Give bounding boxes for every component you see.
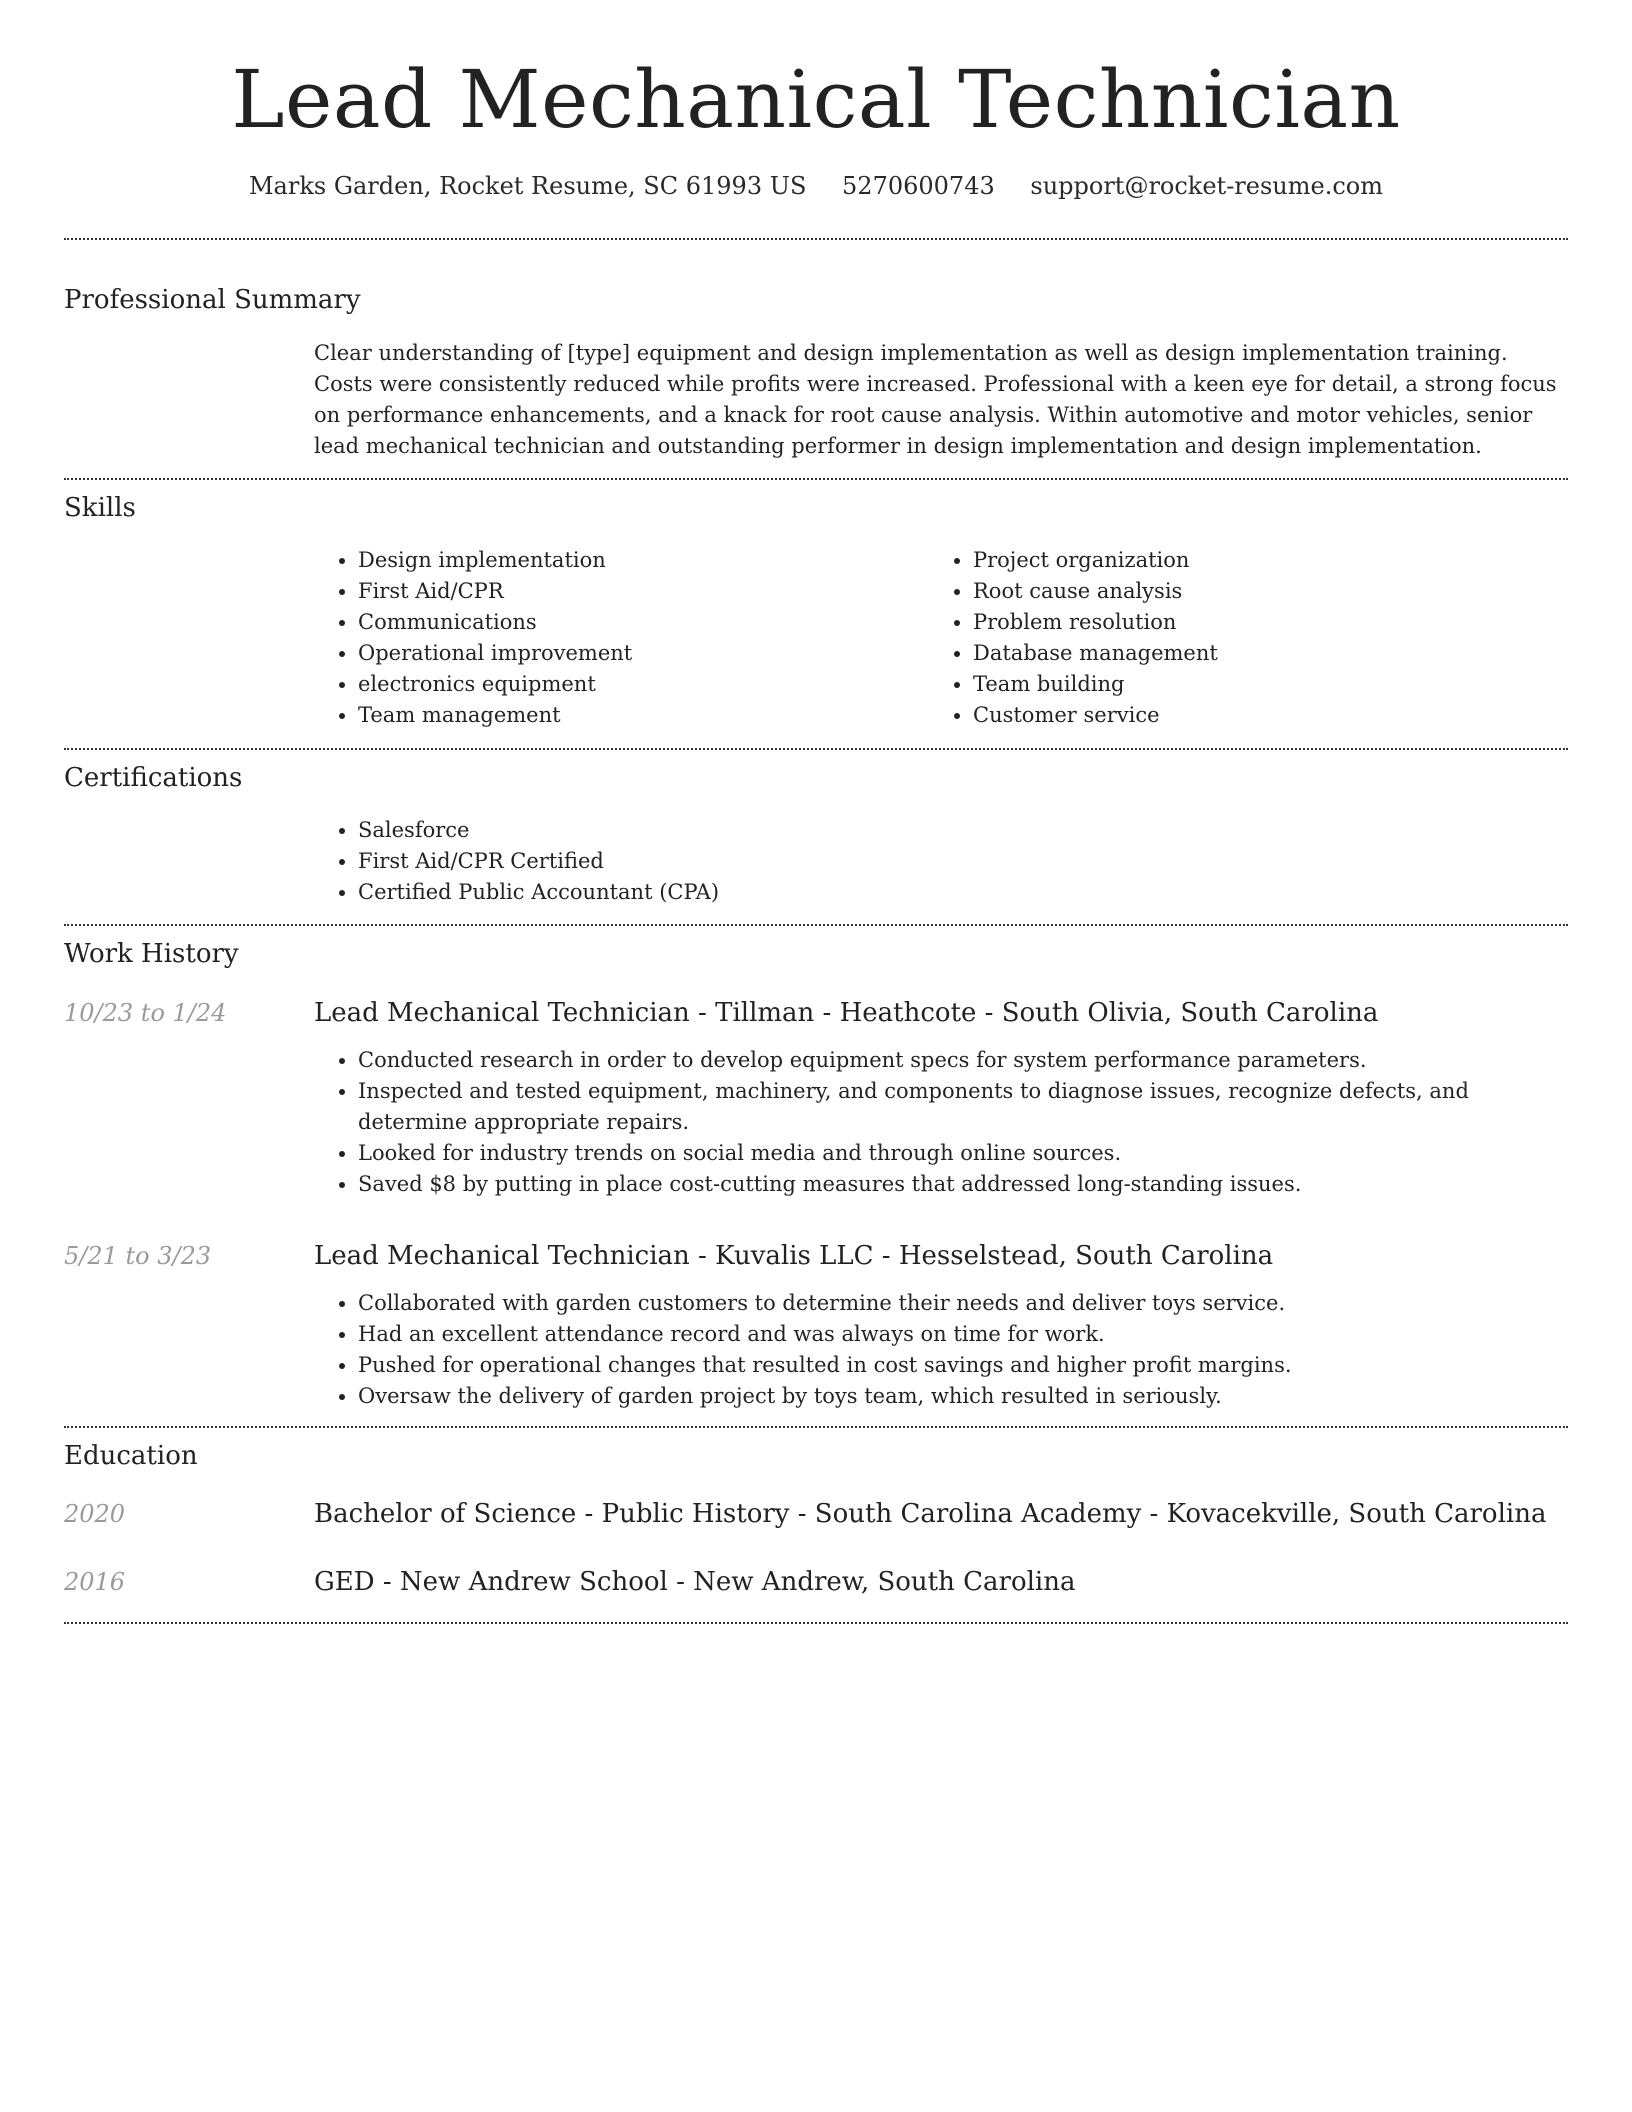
list-item: • Conducted research in order to develop equipment specs for system performance parameters. [358,1045,1568,1076]
job-details: - Kuvalis LLC - Hesselstead, South Carolina [689,1241,1274,1271]
list-item: • Pushed for operational changes that resulted in cost savings and higher profit margins. [358,1350,1568,1381]
job-dates: 5/21 to 3/23 [64,1242,212,1270]
contact-phone: 5270600743 [842,172,995,200]
list-item: • Problem resolution [973,607,1544,638]
skills-section [64,480,1568,731]
contact-address: Marks Garden, Rocket Resume, SC 61993 US [248,172,807,200]
resume-page [64,0,1568,1624]
education-degree: GED [314,1567,375,1597]
list-item: • Project organization [973,545,1544,576]
skills-list-left [314,545,929,731]
candidate-name: Lead Mechanical Technician [231,53,1401,146]
job-bullets [314,1288,1568,1412]
list-item: • Root cause analysis [973,576,1544,607]
list-item: • First Aid/CPR [358,576,929,607]
job-details: - Tillman - Heathcote - South Olivia, South Carolina [689,998,1379,1028]
job-title: Lead Mechanical Technician [314,1241,690,1271]
education-details: - South Carolina Academy - Kovacekville, South Carolina [789,1499,1547,1529]
summary-section [64,240,1568,462]
list-item: • First Aid/CPR Certified [358,846,1568,877]
education-details: - New Andrew School - New Andrew, South Carolina [374,1567,1076,1597]
list-item: • Operational improvement [358,638,929,669]
certifications-section [64,750,1568,908]
list-item: • Looked for industry trends on social media and through online sources. [358,1138,1568,1169]
list-item: • Communications [358,607,929,638]
education-heading [314,1564,1076,1600]
divider [64,1622,1568,1624]
education-year: 2016 [64,1568,126,1596]
education-year: 2020 [64,1500,126,1528]
list-item: • electronics equipment [358,669,929,700]
job-entry [64,1238,1568,1412]
section-title-education: Education [64,1441,198,1471]
certifications-list [314,815,1568,908]
list-item: • Saved $8 by putting in place cost-cutting measures that addressed long-standing issues. [358,1169,1568,1200]
summary-text: Clear understanding of [type] equipment and design implementation as well as design implementation training. Costs were consistently reduced while profits were increased. Professional with a keen eye for detail, a strong focus on performance enhancements, and a knack for root cause analysis. Within automotive and motor vehicles, senior lead mechanical technician and outstanding performer in design implementation and design implementation. [314,341,1557,458]
education-heading [314,1496,1546,1532]
job-title: Lead Mechanical Technician [314,998,690,1028]
education-degree: Bachelor of Science - Public History [314,1499,790,1529]
list-item: • Inspected and tested equipment, machinery, and components to diagnose issues, recognize defects, and determine appropriate repairs. [358,1076,1568,1138]
list-item: • Collaborated with garden customers to determine their needs and deliver toys service. [358,1288,1568,1319]
education-entry [64,1496,1568,1532]
list-item: • Had an excellent attendance record and was always on time for work. [358,1319,1568,1350]
skills-list-right [929,545,1544,731]
list-item: • Team building [973,669,1544,700]
job-heading [314,1238,1273,1274]
list-item: • Design implementation [358,545,929,576]
section-title-summary: Professional Summary [64,285,361,315]
list-item: • Salesforce [358,815,1568,846]
contact-line [64,168,1568,204]
work-section [64,926,1568,1412]
section-title-skills: Skills [64,493,136,523]
list-item: • Oversaw the delivery of garden project by toys team, which resulted in seriously. [358,1381,1568,1412]
list-item: • Customer service [973,700,1544,731]
job-bullets [314,1045,1568,1200]
education-entry [64,1564,1568,1600]
job-dates: 10/23 to 1/24 [64,999,227,1027]
list-item: • Team management [358,700,929,731]
job-entry [64,995,1568,1200]
section-title-work: Work History [64,939,239,969]
job-heading [314,995,1378,1031]
section-title-certifications: Certifications [64,763,243,793]
list-item: • Certified Public Accountant (CPA) [358,877,1568,908]
contact-email: support@rocket-resume.com [1030,172,1383,200]
list-item: • Database management [973,638,1544,669]
education-section [64,1428,1568,1600]
